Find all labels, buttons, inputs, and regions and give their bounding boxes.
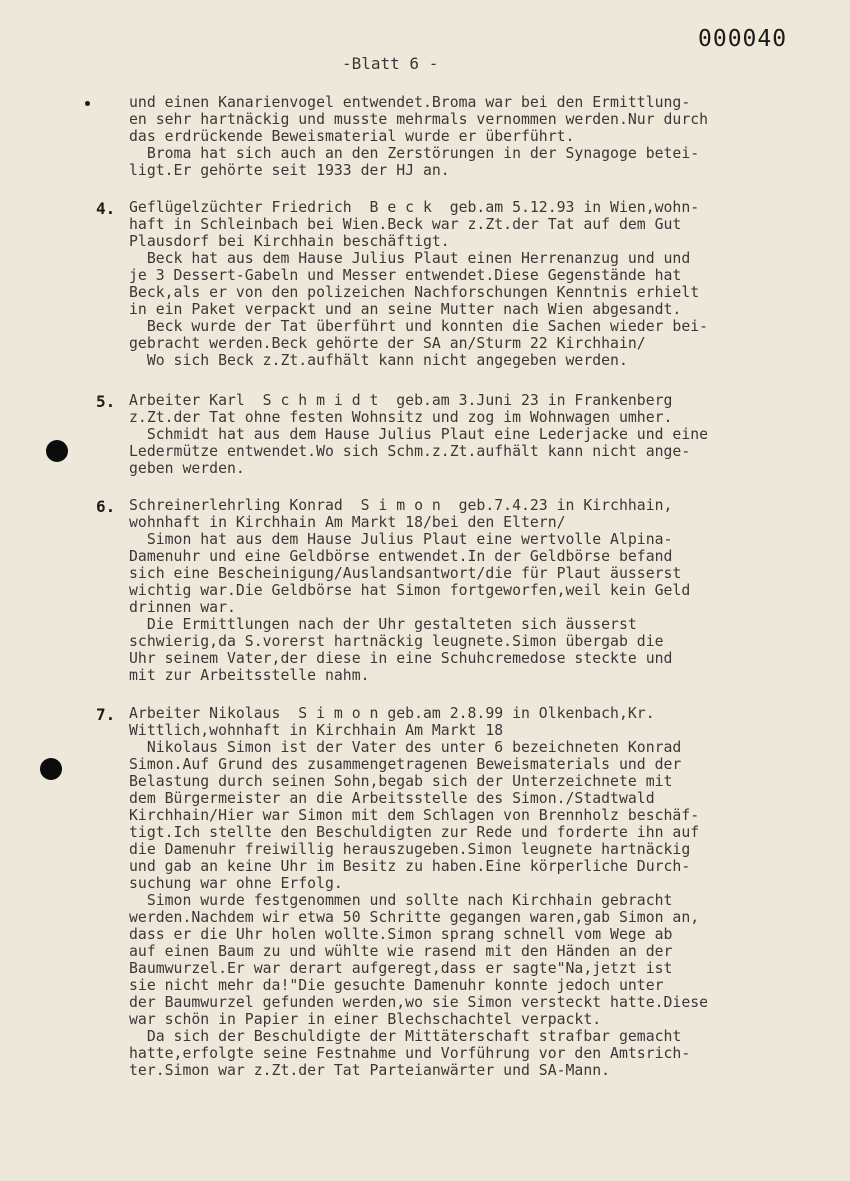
text-line: je 3 Dessert-Gabeln und Messer entwendet.Diese Gegenstände hat: [129, 267, 682, 284]
text-line: drinnen war.: [129, 599, 236, 616]
text-line: suchung war ohne Erfolg.: [129, 875, 343, 892]
text-line: Uhr seinem Vater,der diese in eine Schuhcremedose steckte und: [129, 650, 673, 667]
text-line: geben werden.: [129, 460, 245, 477]
text-line: Da sich der Beschuldigte der Mittäterschaft strafbar gemacht: [129, 1028, 682, 1045]
text-line: wichtig war.Die Geldbörse hat Simon fortgeworfen,weil kein Geld: [129, 582, 691, 599]
text-line: Schreinerlehrling Konrad S i m o n geb.7.4.23 in Kirchhain,: [129, 497, 673, 514]
text-line: Nikolaus Simon ist der Vater des unter 6 bezeichneten Konrad: [129, 739, 682, 756]
text-line: mit zur Arbeitsstelle nahm.: [129, 667, 370, 684]
text-line: Belastung durch seinen Sohn,begab sich der Unterzeichnete mit: [129, 773, 673, 790]
section-number: 7.: [96, 705, 116, 724]
text-line: werden.Nachdem wir etwa 50 Schritte gegangen waren,gab Simon an,: [129, 909, 700, 926]
text-line: Wo sich Beck z.Zt.aufhält kann nicht angegeben werden.: [129, 352, 628, 369]
text-line: und gab an keine Uhr im Besitz zu haben.Eine körperliche Durch-: [129, 858, 691, 875]
text-line: ligt.Er gehörte seit 1933 der HJ an.: [129, 162, 450, 179]
text-line: war schön in Papier in einer Blechschachtel verpackt.: [129, 1011, 602, 1028]
text-line: Beck,als er von den polizeichen Nachforschungen Kenntnis erhielt: [129, 284, 700, 301]
section-number: 4.: [96, 199, 116, 218]
text-line: Simon hat aus dem Hause Julius Plaut eine wertvolle Alpina-: [129, 531, 673, 548]
text-line: schwierig,da S.vorerst hartnäckig leugnete.Simon übergab die: [129, 633, 664, 650]
text-line: Baumwurzel.Er war derart aufgeregt,dass er sagte"Na,jetzt ist: [129, 960, 673, 977]
text-line: Schmidt hat aus dem Hause Julius Plaut eine Lederjacke und eine: [129, 426, 709, 443]
text-line: Ledermütze entwendet.Wo sich Schm.z.Zt.aufhält kann nicht ange-: [129, 443, 691, 460]
text-line: sie nicht mehr da!"Die gesuchte Damenuhr konnte jedoch unter: [129, 977, 664, 994]
text-line: sich eine Bescheinigung/Auslandsantwort/die für Plaut äusserst: [129, 565, 682, 582]
text-line: Broma hat sich auch an den Zerstörungen in der Synagoge betei-: [129, 145, 700, 162]
text-line: ter.Simon war z.Zt.der Tat Parteianwärter und SA-Mann.: [129, 1062, 611, 1079]
text-line: Beck wurde der Tat überführt und konnten die Sachen wieder bei-: [129, 318, 709, 335]
text-line: haft in Schleinbach bei Wien.Beck war z.Zt.der Tat auf dem Gut: [129, 216, 682, 233]
text-line: en sehr hartnäckig und musste mehrmals vernommen werden.Nur durch: [129, 111, 709, 128]
text-line: Wittlich,wohnhaft in Kirchhain Am Markt 18: [129, 722, 504, 739]
text-line: wohnhaft in Kirchhain Am Markt 18/bei den Eltern/: [129, 514, 566, 531]
text-line: Kirchhain/Hier war Simon mit dem Schlagen von Brennholz beschäf-: [129, 807, 700, 824]
text-line: Arbeiter Karl S c h m i d t geb.am 3.Juni 23 in Frankenberg: [129, 392, 673, 409]
text-line: Geflügelzüchter Friedrich B e c k geb.am 5.12.93 in Wien,wohn-: [129, 199, 700, 216]
text-line: und einen Kanarienvogel entwendet.Broma war bei den Ermittlung-: [129, 94, 691, 111]
text-line: dem Bürgermeister an die Arbeitsstelle des Simon./Stadtwald: [129, 790, 655, 807]
text-line: dass er die Uhr holen wollte.Simon sprang schnell vom Wege ab: [129, 926, 673, 943]
text-line: auf einen Baum zu und wühlte wie rasend mit den Händen an der: [129, 943, 673, 960]
punch-hole-top: [46, 440, 68, 462]
text-line: tigt.Ich stellte den Beschuldigten zur Rede und forderte ihn auf: [129, 824, 700, 841]
text-line: z.Zt.der Tat ohne festen Wohnsitz und zog im Wohnwagen umher.: [129, 409, 673, 426]
punch-hole-bottom: [40, 758, 62, 780]
text-line: Simon wurde festgenommen und sollte nach Kirchhain gebracht: [129, 892, 673, 909]
text-line: gebracht werden.Beck gehörte der SA an/Sturm 22 Kirchhain/: [129, 335, 646, 352]
text-line: Plausdorf bei Kirchhain beschäftigt.: [129, 233, 450, 250]
text-line: Beck hat aus dem Hause Julius Plaut einen Herrenanzug und und: [129, 250, 691, 267]
margin-mark: [85, 101, 90, 106]
section-number: 6.: [96, 497, 116, 516]
text-line: Die Ermittlungen nach der Uhr gestalteten sich äusserst: [129, 616, 637, 633]
text-line: hatte,erfolgte seine Festnahme und Vorführung vor den Amtsrich-: [129, 1045, 691, 1062]
text-line: die Damenuhr freiwillig herauszugeben.Simon leugnete hartnäckig: [129, 841, 691, 858]
document-number: 000040: [698, 26, 788, 52]
text-line: Arbeiter Nikolaus S i m o n geb.am 2.8.99 in Olkenbach,Kr.: [129, 705, 655, 722]
text-line: das erdrückende Beweismaterial wurde er überführt.: [129, 128, 575, 145]
text-line: Damenuhr und eine Geldbörse entwendet.In der Geldbörse befand: [129, 548, 673, 565]
text-line: in ein Paket verpackt und an seine Mutter nach Wien abgesandt.: [129, 301, 682, 318]
text-line: Simon.Auf Grund des zusammengetragenen Beweismaterials und der: [129, 756, 682, 773]
text-line: der Baumwurzel gefunden werden,wo sie Simon versteckt hatte.Diese: [129, 994, 709, 1011]
sheet-heading: -Blatt 6 -: [342, 54, 439, 73]
section-number: 5.: [96, 392, 116, 411]
